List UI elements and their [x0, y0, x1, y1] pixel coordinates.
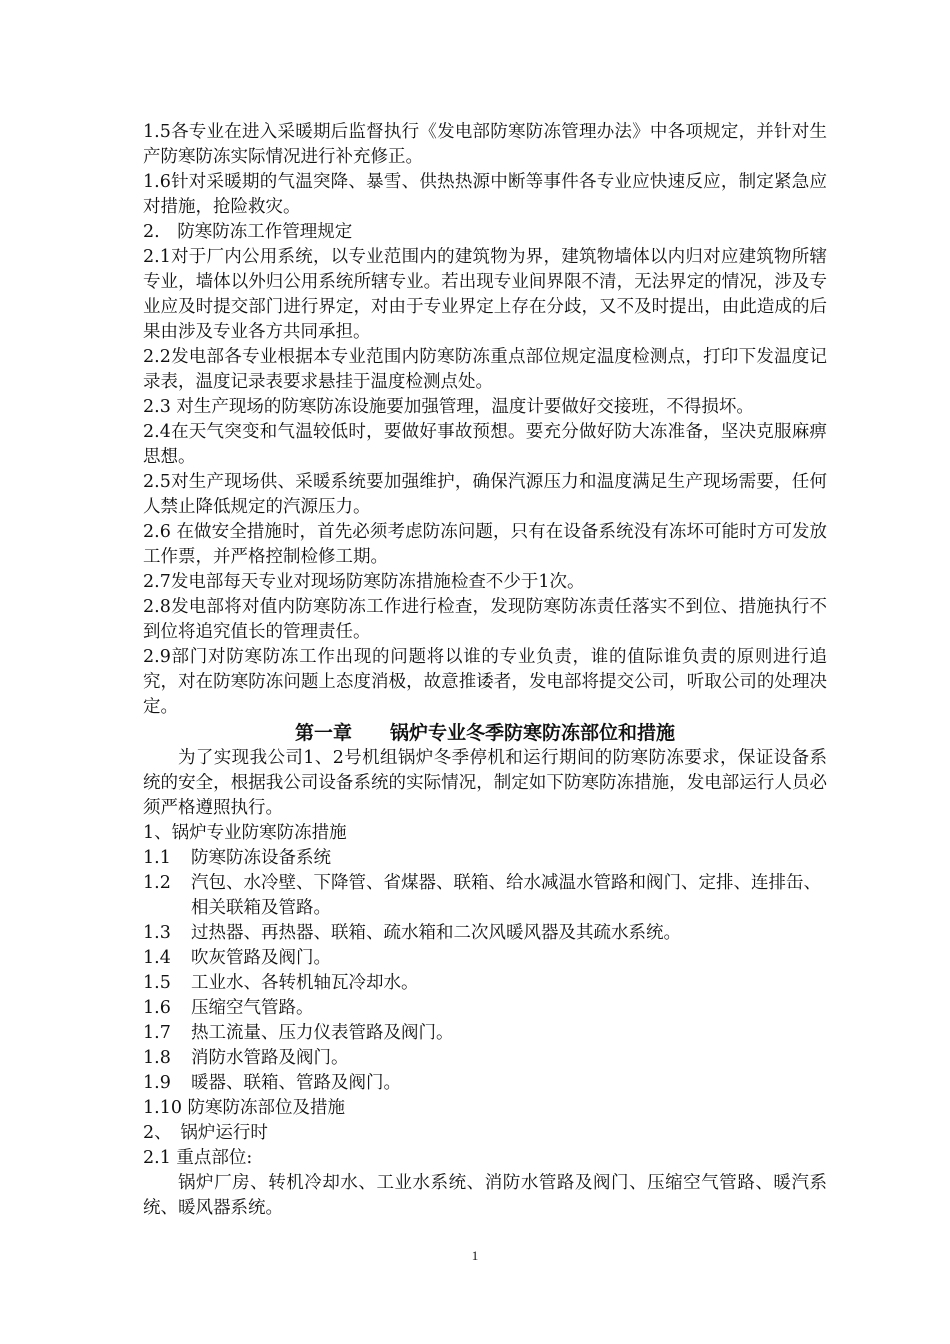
list-item — [143, 921, 827, 946]
item-number: 1.8 — [143, 1048, 171, 1068]
item-number: 1.4 — [143, 948, 171, 968]
list-item — [143, 996, 827, 1021]
item-text: 暖器、联箱、管路及阀门。 — [191, 1073, 401, 1093]
list-item: 1.10 防寒防冻部位及措施 — [143, 1098, 346, 1118]
list-item — [143, 971, 827, 996]
paragraph: 锅炉厂房、转机冷却水、工业水系统、消防水管路及阀门、压缩空气管路、暖汽系统、暖风器系统。 — [143, 1173, 827, 1218]
item-number: 1.5 — [143, 973, 171, 993]
section-title: 2. 防寒防冻工作管理规定 — [143, 222, 353, 242]
section-title: 2、 锅炉运行时 — [143, 1123, 268, 1143]
intro-paragraph: 为了实现我公司1、2号机组锅炉冬季停机和运行期间的防寒防冻要求，保证设备系统的安全，根据我公司设备系统的实际情况，制定如下防寒防冻措施，发电部运行人员必须严格遵照执行。 — [143, 748, 827, 818]
list-item — [143, 846, 827, 871]
item-number: 1.6 — [143, 998, 171, 1018]
item-text: 压缩空气管路。 — [191, 998, 314, 1018]
item-number: 1.2 — [143, 873, 171, 893]
paragraph: 2.2发电部各专业根据本专业范围内防寒防冻重点部位规定温度检测点，打印下发温度记录表，温度记录表要求悬挂于温度检测点处。 — [143, 347, 827, 392]
item-text: 汽包、水冷壁、下降管、省煤器、联箱、给水减温水管路和阀门、定排、连排缶、相关联箱及管路。 — [191, 873, 821, 918]
item-number: 1.1 — [143, 848, 171, 868]
item-text: 工业水、各转机轴瓦冷却水。 — [191, 973, 419, 993]
paragraph: 2.5对生产现场供、采暖系统要加强维护，确保汽源压力和温度满足生产现场需要，任何人禁止降低规定的汽源压力。 — [143, 472, 827, 517]
item-text: 热工流量、压力仪表管路及阀门。 — [191, 1023, 454, 1043]
item-text: 吹灰管路及阀门。 — [191, 948, 331, 968]
paragraph: 1.6针对采暖期的气温突降、暴雪、供热热源中断等事件各专业应快速反应，制定紧急应对措施，抢险救灾。 — [143, 172, 827, 217]
document-body — [143, 120, 827, 1221]
paragraph: 2.6 在做安全措施时，首先必须考虑防冻问题，只有在设备系统没有冻坏可能时方可发放工作票，并严格控制检修工期。 — [143, 522, 827, 567]
item-number: 1.9 — [143, 1073, 171, 1093]
paragraph: 2.9部门对防寒防冻工作出现的问题将以谁的专业负责，谁的值际谁负责的原则进行追究，对在防寒防冻问题上态度消极，故意推诿者，发电部将提交公司，听取公司的处理决定。 — [143, 647, 827, 717]
chapter-heading: 第一章 锅炉专业冬季防寒防冻部位和措施 — [294, 722, 675, 744]
paragraph: 1.5各专业在进入采暖期后监督执行《发电部防寒防冻管理办法》中各项规定，并针对生产防寒防冻实际情况进行补充修正。 — [143, 122, 827, 167]
paragraph: 2.8发电部将对值内防寒防冻工作进行检查，发现防寒防冻责任落实不到位、措施执行不到位将追究值长的管理责任。 — [143, 597, 827, 642]
paragraph: 2.3 对生产现场的防寒防冻设施要加强管理，温度计要做好交接班，不得损坏。 — [143, 397, 754, 417]
paragraph: 2.4在天气突变和气温较低时，要做好事故预想。要充分做好防大冻准备，坚决克服麻痹思想。 — [143, 422, 827, 467]
item-number: 1.3 — [143, 923, 171, 943]
item-text: 消防水管路及阀门。 — [191, 1048, 349, 1068]
item-text: 过热器、再热器、联箱、疏水箱和二次风暖风器及其疏水系统。 — [191, 923, 681, 943]
page-number: 1 — [471, 1248, 479, 1263]
subsection-title: 2.1 重点部位: — [143, 1148, 253, 1168]
list-item — [143, 1046, 827, 1071]
list-item — [143, 946, 827, 971]
list-item — [143, 1071, 827, 1096]
list-item — [143, 871, 827, 921]
paragraph: 2.1对于厂内公用系统，以专业范围内的建筑物为界，建筑物墙体以内归对应建筑物所辖专业，墙体以外归公用系统所辖专业。若出现专业间界限不清，无法界定的情况，涉及专业应及时提交部门进行界定，对由于专业界定上存在分歧，又不及时提出，由此造成的后果由涉及专业各方共同承担。 — [143, 247, 827, 342]
item-text: 防寒防冻设备系统 — [191, 848, 331, 868]
list-item — [143, 1021, 827, 1046]
section-title: 1、锅炉专业防寒防冻措施 — [143, 823, 347, 843]
paragraph: 2.7发电部每天专业对现场防寒防冻措施检查不少于1次。 — [143, 572, 585, 592]
item-number: 1.7 — [143, 1023, 171, 1043]
